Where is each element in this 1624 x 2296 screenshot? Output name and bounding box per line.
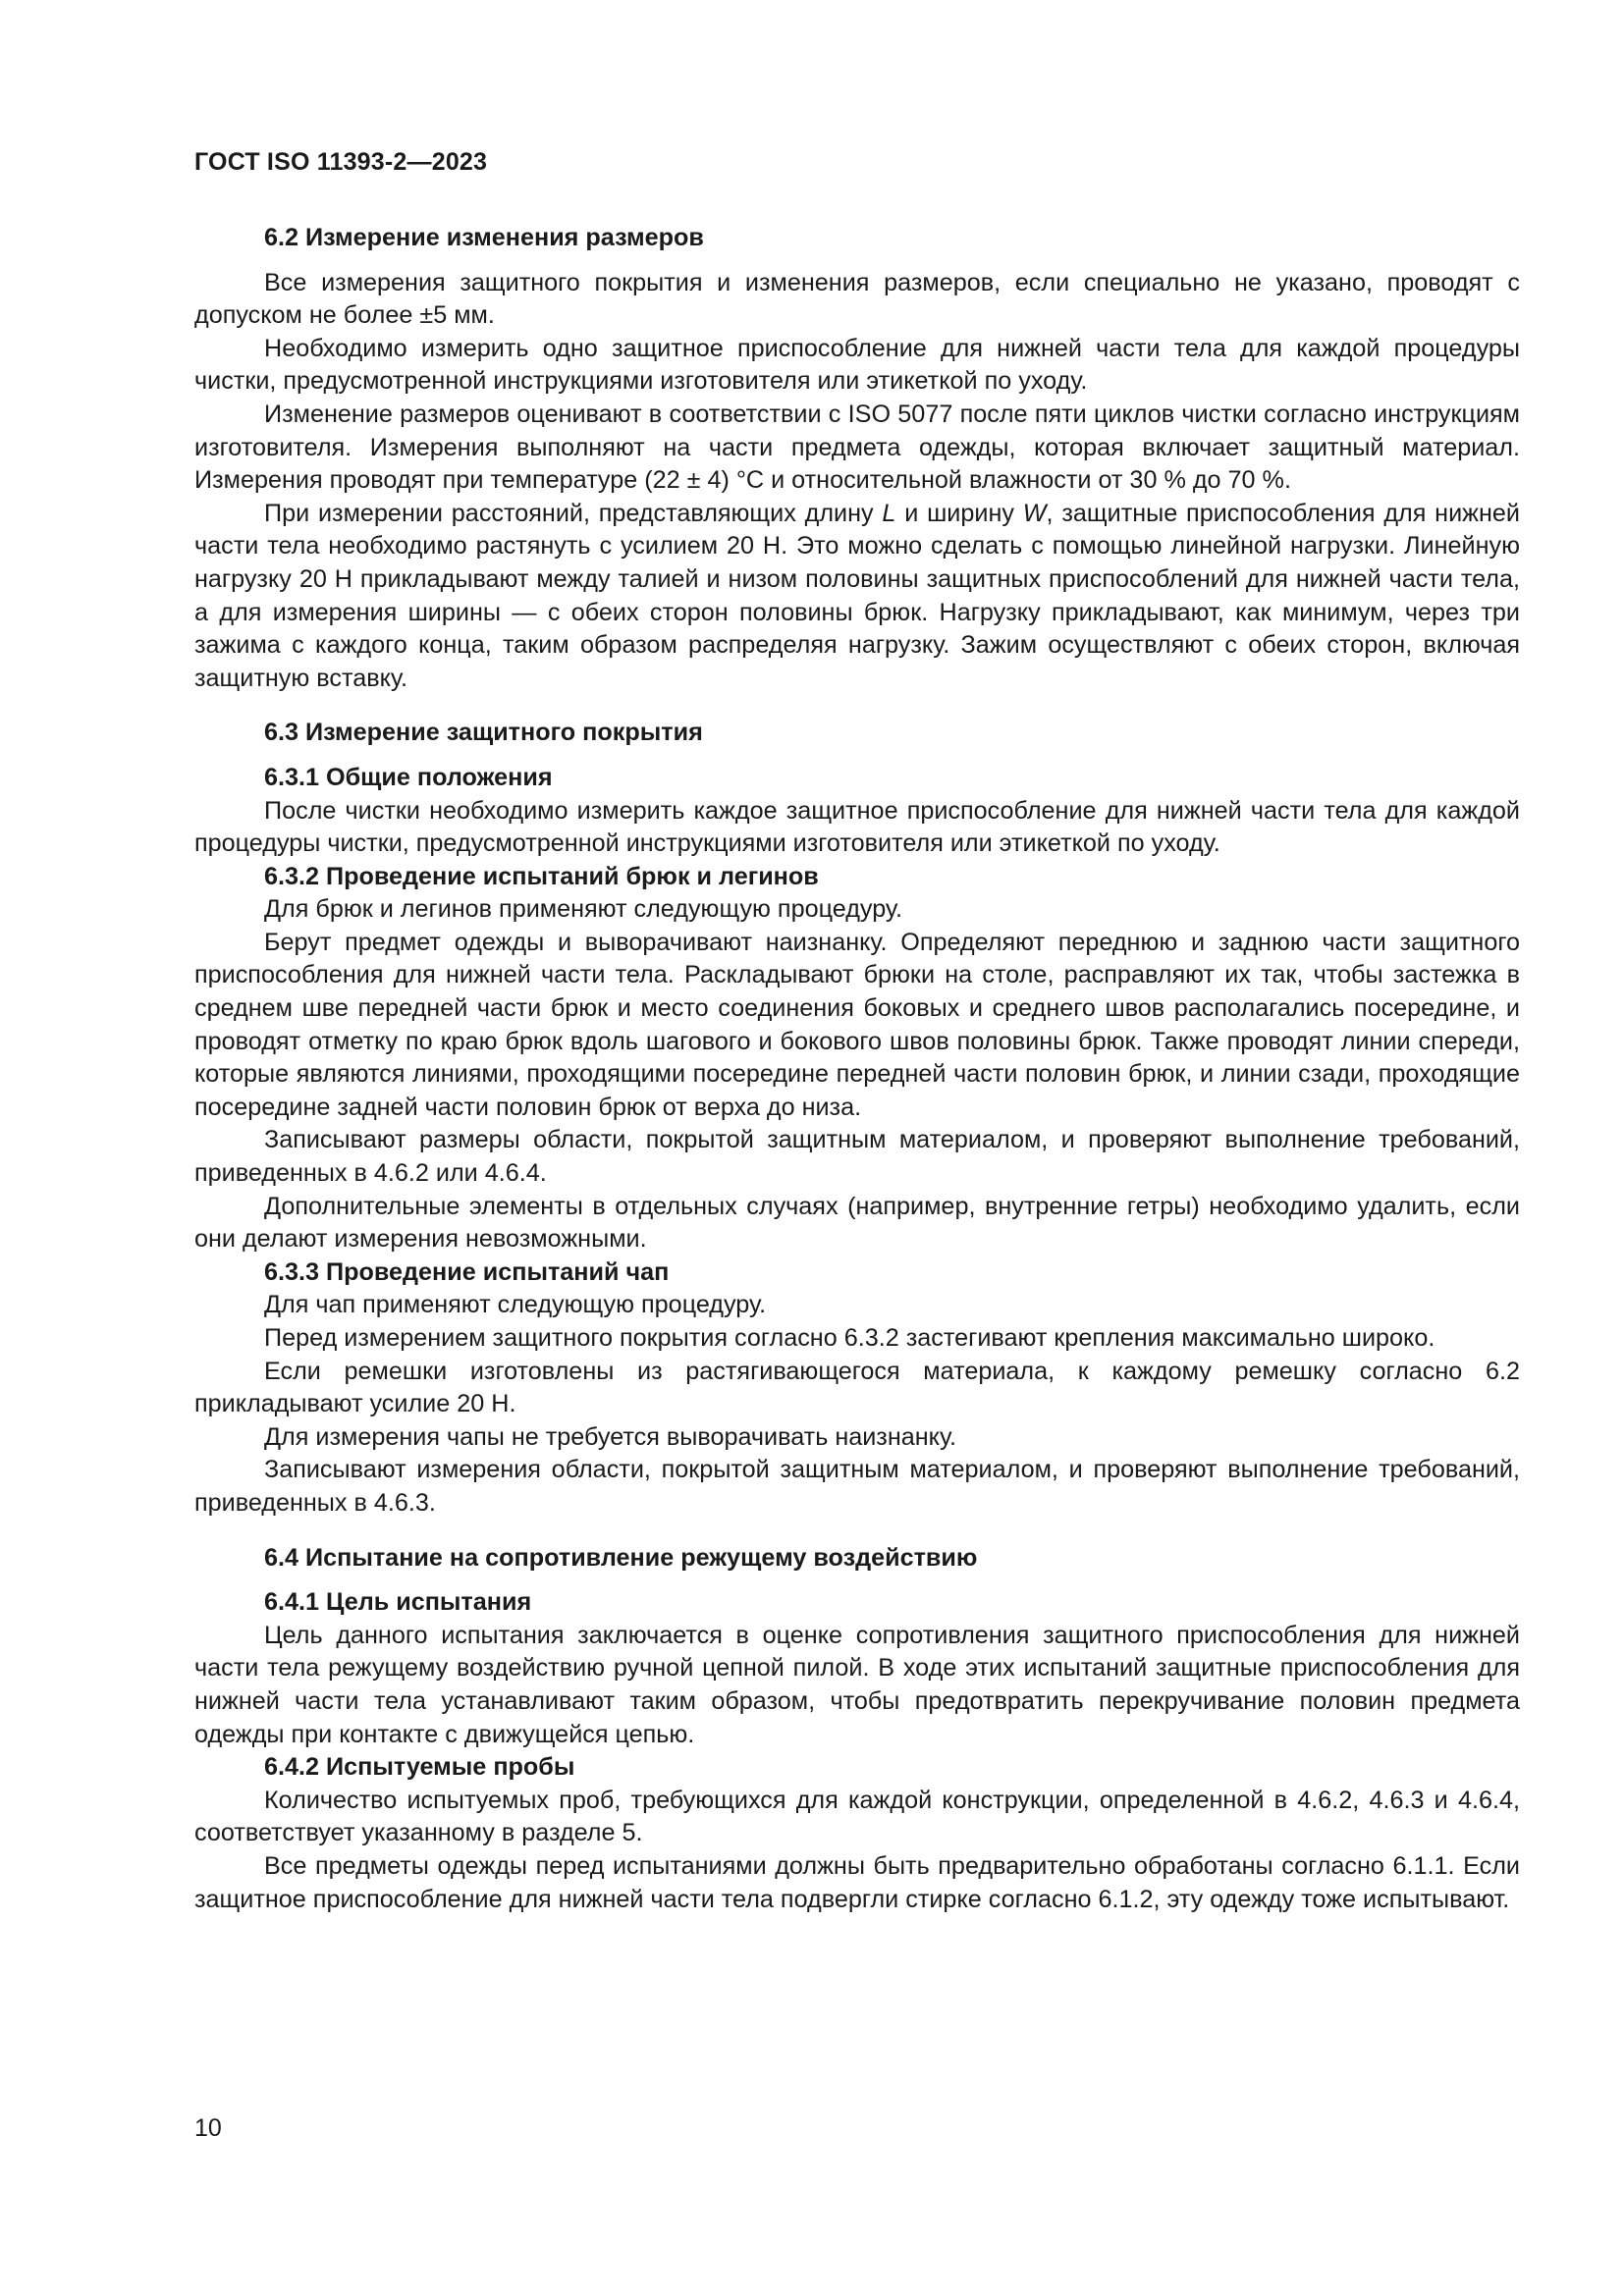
section-heading-6-2: 6.2 Измерение изменения размеров <box>264 224 704 251</box>
paragraph: Все предметы одежды перед испытаниями должны быть предварительно обработаны согласно 6.1.1. Если защитное приспособление для нижней части тела подвергли стирке согласно 6.1.2, эту одежду тоже испытывают. <box>194 1851 1520 1913</box>
paragraph: Записывают размеры области, покрытой защитным материалом, и проверяют выполнение требований, приведенных в 4.6.2 или 4.6.4. <box>194 1126 1520 1188</box>
subsection-heading-6-4-1: 6.4.1 Цель испытания <box>264 1588 532 1617</box>
page-number: 10 <box>194 2114 222 2142</box>
paragraph: Дополнительные элементы в отдельных случаях (например, внутренние гетры) необходимо удалить, если они делают измерения невозможными. <box>194 1192 1520 1254</box>
paragraph: Все измерения защитного покрытия и изменения размеров, если специально не указано, проводят с допуском не более ±5 мм. <box>194 268 1520 330</box>
document-header: ГОСТ ISO 11393-2—2023 <box>194 148 488 176</box>
paragraph: Количество испытуемых проб, требующихся для каждой конструкции, определенной в 4.6.2, 4.6.3 и 4.6.4, соответствует указанному в разделе 5. <box>194 1786 1520 1847</box>
text-run: и ширину <box>895 499 1023 527</box>
paragraph: Перед измерением защитного покрытия согласно 6.3.2 застегивают крепления максимально широко. <box>264 1324 1435 1352</box>
paragraph: Для брюк и легинов применяют следующую процедуру. <box>264 895 902 924</box>
text-run: При измерении расстояний, представляющих длину <box>264 499 883 527</box>
subsection-heading-6-3-1: 6.3.1 Общие положения <box>264 763 553 791</box>
section-heading-6-3: 6.3 Измерение защитного покрытия <box>264 719 703 747</box>
section-heading-6-4: 6.4 Испытание на сопротивление режущему воздействию <box>264 1543 978 1572</box>
paragraph: Изменение размеров оценивают в соответствии с ISO 5077 после пяти циклов чистки согласно инструкциям изготовителя. Измерения выполняют на части предмета одежды, которая включает защитный материал. Измерения проводят при температуре (22 ± 4) °С и относительной влажности от 30 % до 70 %. <box>194 400 1520 495</box>
paragraph: Необходимо измерить одно защитное приспособление для нижней части тела для каждой процедуры чистки, предусмотренной инструкциями изготовителя или этикеткой по уходу. <box>194 334 1520 396</box>
paragraph-length-width <box>194 498 1520 696</box>
paragraph: После чистки необходимо измерить каждое защитное приспособление для нижней части тела для каждой процедуры чистки, предусмотренной инструкциями изготовителя или этикеткой по уходу. <box>194 796 1520 858</box>
text-run: , защитные приспособления для нижней части тела необходимо растянуть с усилием 20 Н. Это можно сделать с помощью линейной нагрузки. Линейную нагрузку 20 Н прикладывают между талией и низом половины защитных приспособлений для нижней части тела, а для измерения ширины — с обеих сторон половины брюк. Нагрузку прикладывают, как минимум, через три зажима с каждого конца, таким образом распределяя нагрузку. Зажим осуществляют с обеих сторон, включая защитную вставку. <box>194 499 1520 692</box>
symbol-length: L <box>882 499 896 527</box>
subsection-heading-6-3-2: 6.3.2 Проведение испытаний брюк и легинов <box>264 862 819 890</box>
paragraph: Для измерения чапы не требуется выворачивать наизнанку. <box>264 1422 957 1451</box>
paragraph: Записывают измерения области, покрытой защитным материалом, и проверяют выполнение требований, приведенных в 4.6.3. <box>194 1456 1520 1517</box>
symbol-width: W <box>1022 499 1047 527</box>
paragraph: Для чап применяют следующую процедуру. <box>264 1291 767 1319</box>
document-body <box>194 222 1520 1916</box>
subsection-heading-6-4-2: 6.4.2 Испытуемые пробы <box>264 1753 575 1782</box>
subsection-heading-6-3-3: 6.3.3 Проведение испытаний чап <box>264 1257 670 1286</box>
paragraph: Цель данного испытания заключается в оценке сопротивления защитного приспособления для нижней части тела режущему воздействию ручной цепной пилой. В ходе этих испытаний защитные приспособления для нижней части тела устанавливают таким образом, чтобы предотвратить перекручивание половин предмета одежды при контакте с движущейся цепью. <box>194 1621 1520 1748</box>
paragraph: Если ремешки изготовлены из растягивающегося материала, к каждому ремешку согласно 6.2 прикладывают усилие 20 Н. <box>194 1357 1520 1418</box>
paragraph: Берут предмет одежды и выворачивают наизнанку. Определяют переднюю и заднюю части защитного приспособления для нижней части тела. Раскладывают брюки на столе, расправляют их так, чтобы застежка в среднем шве передней части брюк и место соединения боковых и среднего швов располагались посередине, и проводят отметку по краю брюк вдоль шагового и бокового швов половины брюк. Также проводят линии спереди, которые являются линиями, проходящими посередине передней части половин брюк, и линии сзади, проходящие посередине задней части половин брюк от верха до низа. <box>194 928 1520 1121</box>
